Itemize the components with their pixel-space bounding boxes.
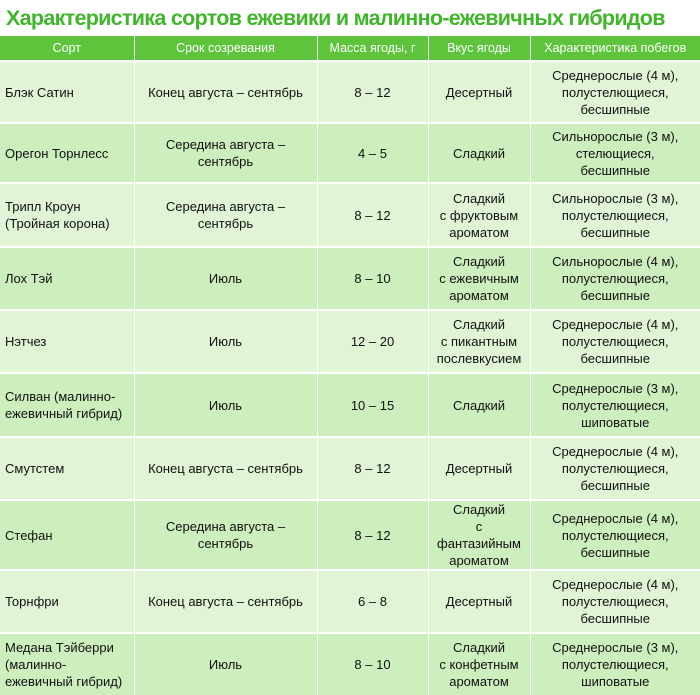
shoots-cell [530,247,700,310]
ripening-cell-text: Июль [208,397,243,413]
variety-cell [0,61,134,123]
taste-cell [428,633,530,695]
taste-cell [428,437,530,500]
shoots-cell-text: Среднерослые (4 м), полустелющиеся, бесшипные [552,67,679,117]
ripening-cell [134,247,317,310]
weight-cell-text: 8 – 10 [354,271,391,286]
column-header-taste: Вкус ягоды [428,36,530,61]
variety-cell-text: Орегон Торнлесс [5,145,109,161]
weight-cell-text: 8 – 10 [354,657,391,672]
table-row [0,633,700,695]
shoots-cell [530,310,700,373]
table-row [0,570,700,633]
ripening-cell [134,310,317,373]
weight-cell [317,373,428,437]
shoots-cell-text: Сильнорослые (3 м), стелющиеся, бесшипные [552,128,679,178]
weight-cell [317,61,428,123]
ripening-cell-text: Середина августа – сентябрь [165,199,286,231]
weight-cell [317,437,428,500]
variety-cell-text: Торнфри [5,594,59,609]
weight-cell [317,310,428,373]
variety-cell [0,183,134,247]
taste-cell [428,373,530,437]
shoots-cell [530,183,700,247]
taste-cell-text: Десертный [445,594,513,609]
taste-cell [428,500,530,570]
ripening-cell [134,123,317,183]
taste-cell [428,310,530,373]
taste-cell [428,61,530,123]
column-header-variety: Сорт [0,36,134,61]
weight-cell-text: 8 – 12 [354,461,391,476]
table-row [0,437,700,500]
ripening-cell-text: Конец августа – сентябрь [148,461,303,476]
shoots-cell-text: Сильнорослые (3 м), полустелющиеся, бесшипные [552,190,679,240]
column-header-shoots: Характеристика побегов [530,36,700,61]
variety-cell-text: Медана Тэйберри (малинно- ежевичный гибрид) [5,640,123,689]
shoots-cell [530,437,700,500]
shoots-cell [530,123,700,183]
weight-cell [317,500,428,570]
shoots-cell-text: Среднерослые (3 м), полустелющиеся, шиповатые [552,380,679,430]
ripening-cell-text: Середина августа – сентябрь [165,137,286,169]
shoots-cell-text: Среднерослые (4 м), полустелющиеся, бесшипные [552,577,679,626]
shoots-cell [530,373,700,437]
table-body [0,61,700,695]
ripening-cell-text: Конец августа – сентябрь [148,594,303,609]
ripening-cell [134,570,317,633]
weight-cell [317,183,428,247]
ripening-cell [134,61,317,123]
taste-cell-text: Сладкий [453,145,505,161]
taste-cell-text: Сладкий с фруктовым ароматом [439,190,519,240]
weight-cell [317,633,428,695]
ripening-cell [134,437,317,500]
table-row [0,500,700,570]
variety-cell-text: Трипл Кроун (Тройная корона) [5,199,110,231]
taste-cell-text: Сладкий с фантазийным ароматом [437,502,521,568]
shoots-cell [530,500,700,570]
taste-cell [428,123,530,183]
variety-cell [0,570,134,633]
variety-cell [0,500,134,570]
weight-cell-text: 12 – 20 [350,334,395,349]
ripening-cell-text: Конец августа – сентябрь [148,84,303,100]
table-row [0,183,700,247]
weight-cell-text: 8 – 12 [354,207,391,223]
page-title: Характеристика сортов ежевики и малинно-ежевичных гибридов [6,6,665,30]
weight-cell-text: 8 – 12 [354,84,391,100]
ripening-cell [134,633,317,695]
weight-cell-text: 6 – 8 [358,594,387,609]
variety-cell [0,633,134,695]
table-row [0,310,700,373]
variety-cell-text: Смутстем [5,461,65,476]
taste-cell-text: Сладкий [453,397,505,413]
ripening-cell [134,500,317,570]
ripening-cell-text: Июль [208,271,243,286]
variety-cell [0,123,134,183]
variety-cell-text: Стефан [5,527,53,543]
table-row [0,123,700,183]
taste-cell-text: Сладкий с конфетным ароматом [439,640,519,689]
shoots-cell-text: Среднерослые (4 м), полустелющиеся, бесшипные [552,444,679,493]
table-header-row [0,36,700,61]
weight-cell-text: 8 – 12 [354,527,391,543]
column-header-weight: Масса ягоды, г [317,36,428,61]
shoots-cell [530,633,700,695]
weight-cell [317,247,428,310]
variety-cell [0,310,134,373]
weight-cell-text: 4 – 5 [358,145,387,161]
taste-cell [428,570,530,633]
shoots-cell [530,570,700,633]
variety-cell [0,247,134,310]
ripening-cell [134,373,317,437]
column-header-ripening: Срок созревания [134,36,317,61]
variety-cell [0,373,134,437]
taste-cell-text: Десертный [445,461,513,476]
weight-cell [317,123,428,183]
shoots-cell-text: Среднерослые (3 м), полустелющиеся, шиповатые [552,640,679,689]
weight-cell [317,570,428,633]
taste-cell-text: Десертный [445,84,513,100]
ripening-cell-text: Июль [208,334,243,349]
shoots-cell-text: Среднерослые (4 м), полустелющиеся, бесшипные [552,317,679,366]
taste-cell-text: Сладкий с пикантным послевкусием [436,317,522,366]
ripening-cell [134,183,317,247]
weight-cell-text: 10 – 15 [350,397,395,413]
taste-cell [428,183,530,247]
variety-cell [0,437,134,500]
taste-cell [428,247,530,310]
table-row [0,247,700,310]
shoots-cell-text: Сильнорослые (4 м), полустелющиеся, бесшипные [552,254,679,303]
ripening-cell-text: Середина августа – сентябрь [165,519,286,551]
table-row [0,61,700,123]
variety-cell-text: Блэк Сатин [5,84,74,100]
variety-cell-text: Нэтчез [5,334,47,349]
table-row [0,373,700,437]
variety-cell-text: Силван (малинно- ежевичный гибрид) [5,389,123,421]
varieties-table [0,36,700,695]
ripening-cell-text: Июль [208,657,243,672]
shoots-cell [530,61,700,123]
taste-cell-text: Сладкий с ежевичным ароматом [439,254,519,303]
variety-cell-text: Лох Тэй [5,271,53,286]
shoots-cell-text: Среднерослые (4 м), полустелющиеся, бесшипные [552,510,679,560]
